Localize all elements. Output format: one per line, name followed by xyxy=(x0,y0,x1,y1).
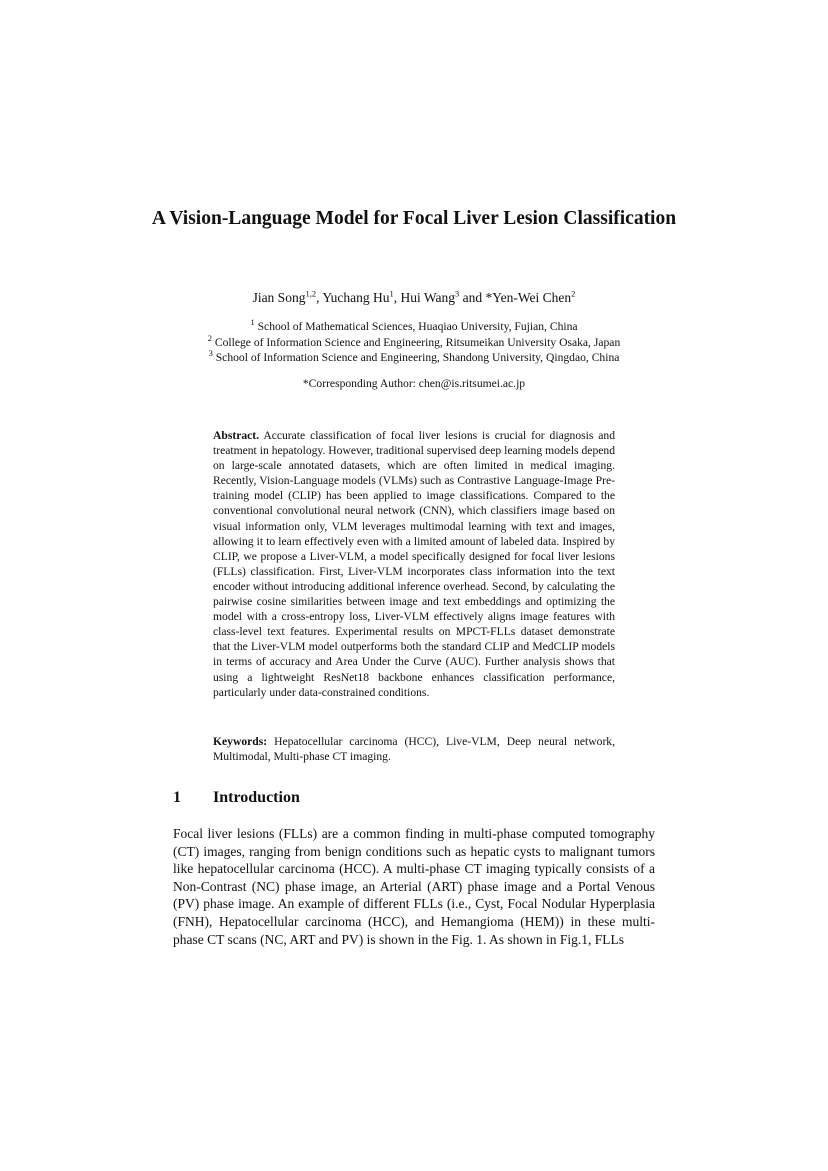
paper-title: A Vision-Language Model for Focal Liver Lesion Classification xyxy=(151,208,677,229)
author: Yuchang Hu$^1$, xyxy=(322,288,401,305)
author: Jian Song$^{1,2}$, xyxy=(252,288,323,305)
section-heading xyxy=(173,789,300,807)
affiliation: $^3$ School of Information Science and Engineering, Shandong University, Qingdao, China xyxy=(208,348,620,364)
abstract xyxy=(213,428,615,700)
corresponding-author: *Corresponding Author: chen@is.ritsumei.ac.jp xyxy=(302,377,526,390)
section-title: Introduction xyxy=(213,789,300,806)
author: Hui Wang$^3$ and xyxy=(400,288,486,305)
affiliation-list xyxy=(150,319,678,366)
abstract-label: Abstract. xyxy=(213,429,260,442)
keywords-label: Keywords: xyxy=(213,735,268,748)
section-number: 1 xyxy=(173,789,181,806)
keywords xyxy=(213,734,615,764)
affiliation: $^2$ College of Information Science and Engineering, Ritsumeikan University Osaka, Japan xyxy=(207,332,621,349)
keywords-text: Hepatocellular carcinoma (HCC), Live-VLM, Deep neural network, Multimodal, Multi-phase CT imaging. xyxy=(213,735,615,764)
affiliation: $^1$ School of Mathematical Sciences, Huaqiao University, Fujian, China xyxy=(250,317,578,333)
intro-paragraph: Focal liver lesions (FLLs) are a common finding in multi-phase computed tomography (CT) images, ranging from benign conditions such as hepatic cysts to malignant tumors like hepatocellular carcinoma (HCC). A multi-phase CT imaging typically consists of a Non-Contrast (NC) phase image, an Arterial (ART) phase image and a Portal Venous (PV) phase image. An example of different FLLs (i.e., Cyst, Focal Nodular Hyperplasia (FNH), Hepatocellular carcinoma (HCC), and Hemangioma (HEM)) in these multi-phase CT scans (NC, ART and PV) is shown in the Fig. 1. As shown in Fig.1, FLLs xyxy=(173,826,655,947)
author: *Yen-Wei Chen$^2$ xyxy=(485,288,576,305)
author-list xyxy=(150,290,678,306)
abstract-text: Accurate classification of focal liver lesions is crucial for diagnosis and treatment in hepatology. However, traditional supervised deep learning models depend on large-scale annotated datasets, which are often limited in medical imaging. Recently, Vision-Language models (VLMs) such as Contrastive Language-Image Pre-training model (CLIP) has been applied to image classifications. Compared to the conventional convolutional neural network (CNN), which classifiers image based on visual information only, VLM leverages multimodal learning with text and images, allowing it to learn effectively even with a limited amount of labeled data. Inspired by CLIP, we propose a Liver-VLM, a model specifically designed for focal liver lesions (FLLs) classification. First, Liver-VLM incorporates class information into the text encoder without introducing additional inference overhead. Second, by calculating the pairwise cosine similarities between image and text embeddings and optimizing the model with a cross-entropy loss, Liver-VLM effectively aligns image features with class-level text features. Experimental results on MPCT-FLLs dataset demonstrate that the Liver-VLM model outperforms both the standard CLIP and MedCLIP models in terms of accuracy and Area Under the Curve (AUC). Further analysis shows that using a lightweight ResNet18 backbone enhances classification performance, particularly under data-constrained conditions. xyxy=(213,429,616,699)
